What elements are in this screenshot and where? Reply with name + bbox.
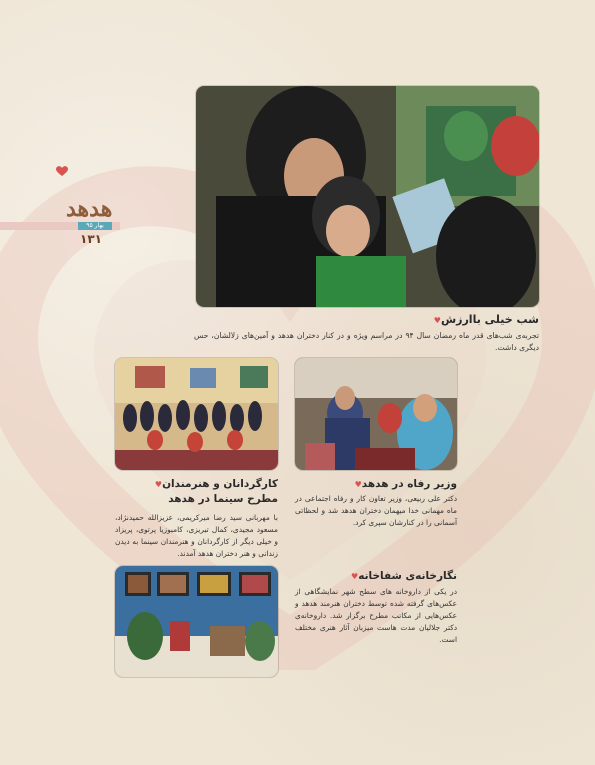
pin-icon: ♥ [354, 480, 362, 489]
minister-photo [295, 358, 457, 470]
pin-icon: ♥ [351, 572, 359, 581]
directors-title-line1: کارگردانان و هنرمندان [162, 478, 278, 490]
pin-icon: ♥ [433, 316, 441, 325]
gallery-article-body: در یکی از داروخانه های سطح شهر نمایشگاهی از عکس‌های گرفته شده توسط دختران هنرمند هدهد و عکس‌هایی از مکاتب مطرح برگزار شد. داروخانه‌ی دکتر جلالیان مدت هاست میزبان آثار هنری مختلف است. [295, 587, 457, 644]
gallery-article-title-text: نگارخانه‌ی شفاخانه [358, 570, 457, 582]
main-article-title-text: شب خیلی باارزش [440, 313, 539, 326]
directors-photo [115, 358, 278, 470]
page-number: ۱۳۱ [80, 232, 102, 246]
directors-article-body: با مهربانی سید رضا میرکریمی، عزیزالله حمیدنژاد، مسعود مجیدی، کمال تبریزی، کامبوزیا پرتوی، پریزاد و خیلی دیگر از کارگردانان و هنرمندان سینما به دیدن زندانی و هنر دختران هدهد آمدند. [115, 513, 278, 558]
minister-article-title [352, 478, 457, 490]
minister-article-body: دکتر علی ربیعی، وزیر تعاون کار و رفاه اجتماعی در ماه مهمانی خدا میهمان دختران هدهد شد و لحظاتی آسمانی را در کنارشان سپری کرد. [295, 494, 457, 527]
main-article-title [431, 313, 539, 326]
minister-article-title-text: وزیر رفاه در هدهد [361, 478, 457, 490]
directors-article-title [152, 477, 278, 506]
main-article-body: تجربه‌ی شب‌های قدر ماه رمضان سال ۹۴ در مراسم ویژه و در کنار دختران هدهد و آمین‌های زلالشان، حس دیگری داشت. [194, 331, 539, 352]
pin-icon: ♥ [154, 480, 163, 489]
heart-icon [55, 165, 69, 177]
gallery-photo [115, 566, 278, 677]
gallery-article-title [348, 570, 457, 582]
issue-badge: بهار ۹۵ [78, 222, 112, 230]
magazine-logo: هدهد [66, 196, 113, 222]
directors-title-line2: مطرح سینما در هدهد [168, 493, 278, 505]
main-photo [196, 86, 539, 307]
